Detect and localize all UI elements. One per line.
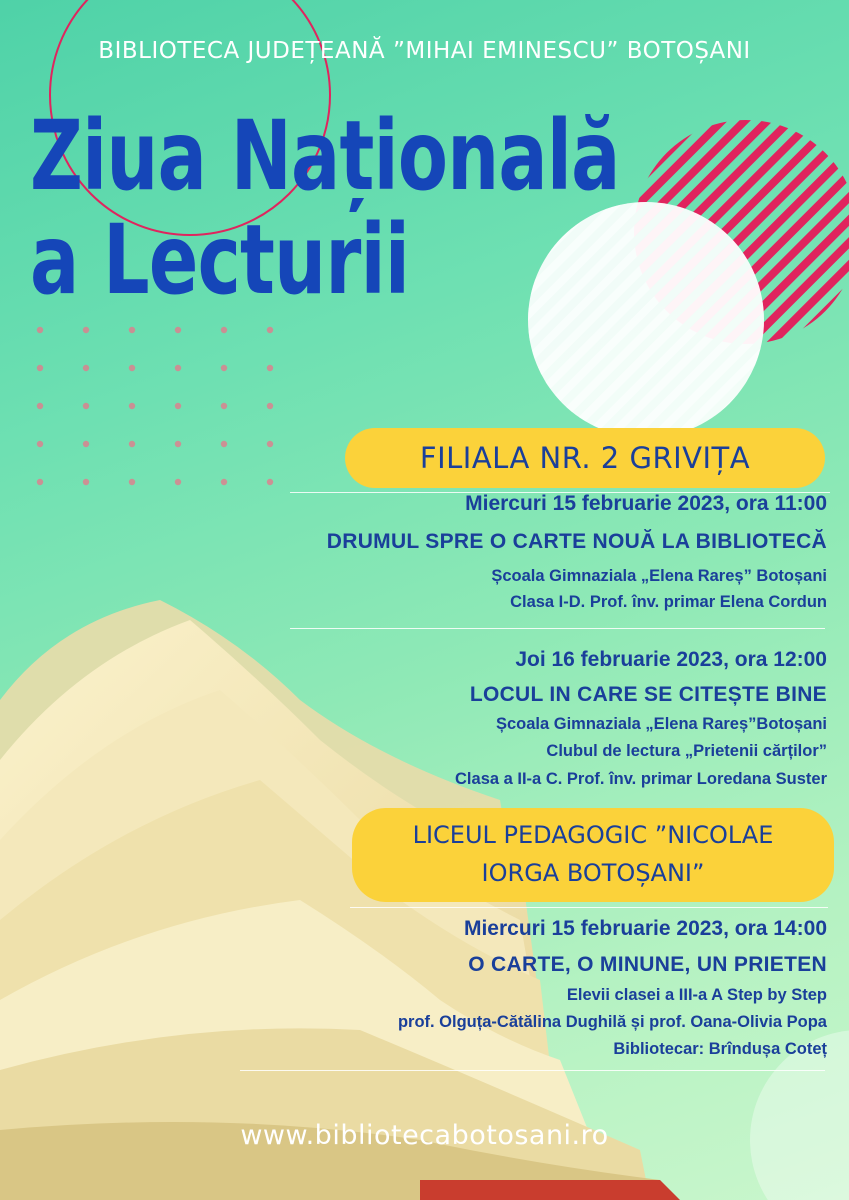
dot xyxy=(37,479,43,485)
dot xyxy=(129,365,135,371)
dot xyxy=(267,327,273,333)
event-1-detail-1: Școala Gimnaziala „Elena Rareș” Botoșani xyxy=(491,567,827,585)
dot xyxy=(175,327,181,333)
dot xyxy=(129,403,135,409)
dot xyxy=(37,441,43,447)
event-1-datetime: Miercuri 15 februarie 2023, ora 11:00 xyxy=(465,492,827,515)
event-2-detail-1: Școala Gimnaziala „Elena Rareș”Botoșani xyxy=(495,715,827,733)
dot xyxy=(175,441,181,447)
dot xyxy=(267,441,273,447)
location-pill-1: FILIALA NR. 2 GRIVIȚA xyxy=(345,428,825,488)
dot xyxy=(267,479,273,485)
dot xyxy=(129,327,135,333)
location-pill-2 xyxy=(352,808,834,902)
event-3-datetime: Miercuri 15 februarie 2023, ora 14:00 xyxy=(463,917,827,940)
dot xyxy=(175,403,181,409)
dot xyxy=(129,441,135,447)
event-3-detail-2: prof. Olguța-Cătălina Dughilă și prof. Oana-Olivia Popa xyxy=(397,1013,827,1031)
dot xyxy=(37,403,43,409)
dot xyxy=(175,479,181,485)
divider-4 xyxy=(240,1070,825,1071)
event-1-title: DRUMUL SPRE O CARTE NOUĂ LA BIBLIOTECĂ xyxy=(326,530,827,553)
library-name: BIBLIOTECA JUDEȚEANĂ ”MIHAI EMINESCU” BOTOȘANI xyxy=(98,38,751,64)
dot xyxy=(221,327,227,333)
divider-3 xyxy=(350,907,828,908)
dot xyxy=(221,403,227,409)
dot-grid xyxy=(37,327,273,485)
event-2-detail-2: Clubul de lectura „Prietenii cărților” xyxy=(546,742,827,760)
dot xyxy=(83,479,89,485)
dot xyxy=(221,441,227,447)
event-3-detail-1: Elevii clasei a III-a A Step by Step xyxy=(566,986,827,1004)
dot xyxy=(221,365,227,371)
dot xyxy=(175,365,181,371)
title-line-2: a Lecturii xyxy=(30,204,410,316)
dot xyxy=(37,365,43,371)
event-2-datetime: Joi 16 februarie 2023, ora 12:00 xyxy=(515,648,827,671)
event-2-detail-3: Clasa a II-a C. Prof. înv. primar Loredana Suster xyxy=(455,770,827,788)
dot xyxy=(129,479,135,485)
dot xyxy=(267,365,273,371)
dot xyxy=(221,479,227,485)
location-pill-2-line-1: LICEUL PEDAGOGIC ”NICOLAE xyxy=(412,821,774,849)
event-3-title: O CARTE, O MINUNE, UN PRIETEN xyxy=(468,953,827,976)
event-1-detail-2: Clasa I-D. Prof. înv. primar Elena Cordun xyxy=(510,593,827,611)
dot xyxy=(83,365,89,371)
dot xyxy=(83,403,89,409)
dot xyxy=(267,403,273,409)
website-link[interactable]: www.bibliotecabotosani.ro xyxy=(240,1120,609,1151)
dot xyxy=(83,327,89,333)
event-2-title: LOCUL IN CARE SE CITEȘTE BINE xyxy=(469,683,827,706)
dot xyxy=(37,327,43,333)
location-pill-2-line-2: IORGA BOTOȘANI” xyxy=(481,859,705,887)
event-3-detail-3: Bibliotecar: Brîndușa Coteț xyxy=(613,1040,827,1058)
dot xyxy=(83,441,89,447)
title-line-1: Ziua Națională xyxy=(30,100,620,212)
divider-2 xyxy=(290,628,825,629)
